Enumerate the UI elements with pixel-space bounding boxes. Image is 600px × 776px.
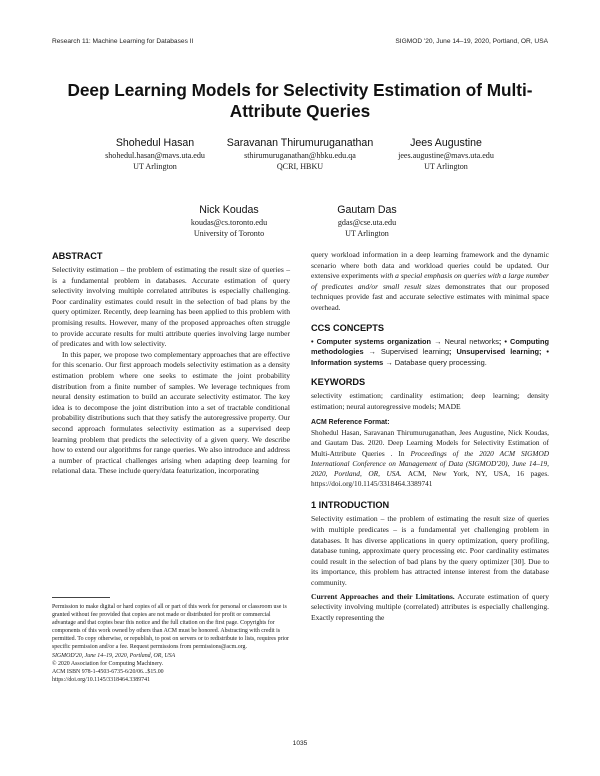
right-column (311, 250, 549, 623)
author-affiliation: UT Arlington (424, 162, 468, 171)
keywords-text: selectivity estimation; cardinality estimation; deep learning; density estimation; neural autoregressive models; MADE (311, 391, 549, 411)
author-email: shohedul.hasan@mavs.uta.edu (105, 151, 205, 160)
ccs-heading: CCS CONCEPTS (311, 322, 384, 333)
abstract-text: demonstrates that our proposed techniques provide fast and accurate selective estimates with minimal space overhead. (311, 281, 549, 312)
ccs-term: ; • Information systems (311, 347, 550, 367)
author-affiliation: UT Arlington (345, 229, 389, 238)
conference-line: SIGMOD'20, June 14–19, 2020, Portland, OR, USA (52, 652, 176, 659)
introduction-paragraph: Selectivity estimation – the problem of estimating the result size of queries with multiple predicates – is a fundamental yet challenging problem in databases. It has diverse applications in query optimization, query profiling, database tuning, approximate query processing etc. Poor cardinality estimates could result in the selection of bad plans by the query optimizer [30]. Due to its importance, this problem has attracted intense interest from the database community. (311, 514, 549, 588)
ccs-term: → Supervised learning (363, 347, 450, 357)
author-affiliation: QCRI, HBKU (276, 162, 324, 171)
author-block (282, 204, 452, 239)
acm-reference-heading: ACM Reference Format: (311, 419, 390, 427)
keywords-heading: KEYWORDS (311, 377, 366, 388)
abstract-paragraph-continued (311, 250, 549, 314)
introduction-paragraph (311, 592, 549, 624)
author-name: Shohedul Hasan (115, 137, 195, 149)
acm-reference-part: Shohedul Hasan, Saravanan Thirumuruganathan, Jees Augustine, Nick Koudas, and Gautam Das. 2020. Deep Learning Models for Selectivity Estimation of Multi-Attribute Queries . In (311, 428, 549, 458)
author-affiliation: UT Arlington (133, 162, 177, 171)
running-head-left: Research 11: Machine Learning for Databases II (52, 38, 194, 45)
acm-reference-text (311, 428, 549, 489)
author-name: Saravanan Thirumuruganathan (226, 137, 374, 149)
abstract-text: query workload information in a deep learning framework and the dynamic scenario where both data and workload queries could be updated. Our extensive experiments (311, 250, 549, 281)
page-number: 1035 (292, 740, 308, 747)
acm-reference-proceedings: Proceedings of the 2020 ACM SIGMOD International Conference on Management of Data (SIGMOD'20), June 14–19, 2020, Portland, OR, USA. (311, 448, 549, 479)
paper-title: Deep Learning Models for Selectivity Estimation of Multi-Attribute Queries (67, 80, 533, 121)
author-email: sthirumuruganathan@hbku.edu.qa (244, 151, 356, 160)
ccs-term: ; • Computing methodologies (311, 336, 549, 357)
abstract-heading: ABSTRACT (52, 251, 103, 261)
ccs-term: → Database query processing (383, 357, 485, 367)
abstract-paragraph: In this paper, we propose two complementary approaches that are effective for this scenario. Our first approach models selectivity estimation as a density estimation problem where one seeks to estimate the joint probability distribution from a finite number of samples. We leverage techniques from neural density estimation to build an accurate selectivity estimator. The key idea is to decompose the joint distribution into a set of tractable conditional probability distributions such that they satisfy the autoregressive property. Our second approach formulates selectivity estimation as a supervised deep learning problem that predicts the selectivity of a given query. We describe how to extend our algorithms for range queries. We also introduce and address a number of practical challenges arising when adapting deep learning for relational data. These include query/data featurization, incorporating (52, 349, 290, 476)
abstract-emphasis: with a special emphasis on queries with a large number of predicates and/or small result sizes (311, 271, 549, 291)
author-email: jees.augustine@mavs.uta.edu (398, 151, 494, 160)
ccs-concepts (311, 337, 549, 369)
author-name: Gautam Das (337, 204, 397, 216)
permission-footnote (52, 603, 290, 684)
copyright-line: © 2020 Association for Computing Machinery. (52, 660, 164, 667)
author-block (217, 137, 383, 172)
introduction-heading: 1 INTRODUCTION (311, 500, 390, 511)
introduction-text: Accurate estimation of query selectivity involving multiple (correlated) attributes is especially challenging. Exactly representing the (311, 591, 549, 622)
paragraph-run-in-heading: Current Approaches and their Limitations. (311, 591, 455, 601)
acm-reference-part: ACM, New York, NY, USA, 16 pages. https://doi.org/10.1145/3318464.3389741 (311, 469, 549, 489)
author-affiliation: University of Toronto (193, 229, 265, 238)
ccs-term: → Neural networks (431, 336, 499, 346)
author-block (361, 137, 531, 172)
abstract-paragraph: Selectivity estimation – the problem of estimating the result size of queries – is a fundamental problem in databases. Accurate estimation of query selectivity involving multiple correlated attributes is especially challenging. Poor cardinality estimates could result in the selection of bad plans by the query optimizer. Recently, deep learning has been applied to this problem with promising results. However, many of the proposed approaches often struggle to provide accurate results for multi attribute queries involving large number of predicates and with low selectivity. (52, 265, 290, 349)
running-head-right: SIGMOD '20, June 14–19, 2020, Portland, OR, USA (395, 38, 548, 45)
author-name: Nick Koudas (199, 204, 259, 216)
permission-text: Permission to make digital or hard copies of all or part of this work for personal or classroom use is granted without fee provided that copies are not made or distributed for profit or commercial advantage and that copies bear this notice and the full citation on the first page. Copyrights for components of this work owned by others than ACM must be honored. Abstracting with credit is permitted. To copy otherwise, or republish, to post on servers or to redistribute to lists, requires prior specific permission and/or a fee. Request permissions from permissions@acm.org. (52, 604, 290, 651)
author-block (70, 137, 240, 172)
ccs-term: . (484, 357, 487, 367)
author-email: koudas@cs.toronto.edu (190, 218, 268, 227)
author-name: Jees Augustine (410, 137, 482, 149)
ccs-term: • Computer systems organization (311, 336, 432, 346)
left-column (52, 250, 290, 477)
isbn-line: ACM ISBN 978-1-4503-6735-6/20/06...$15.00 (52, 668, 164, 675)
ccs-term: ; Unsupervised learning (449, 347, 540, 357)
author-email: gdas@cse.uta.edu (337, 218, 397, 227)
doi-line: https://doi.org/10.1145/3318464.3389741 (52, 676, 151, 683)
footnote-rule (52, 597, 110, 598)
